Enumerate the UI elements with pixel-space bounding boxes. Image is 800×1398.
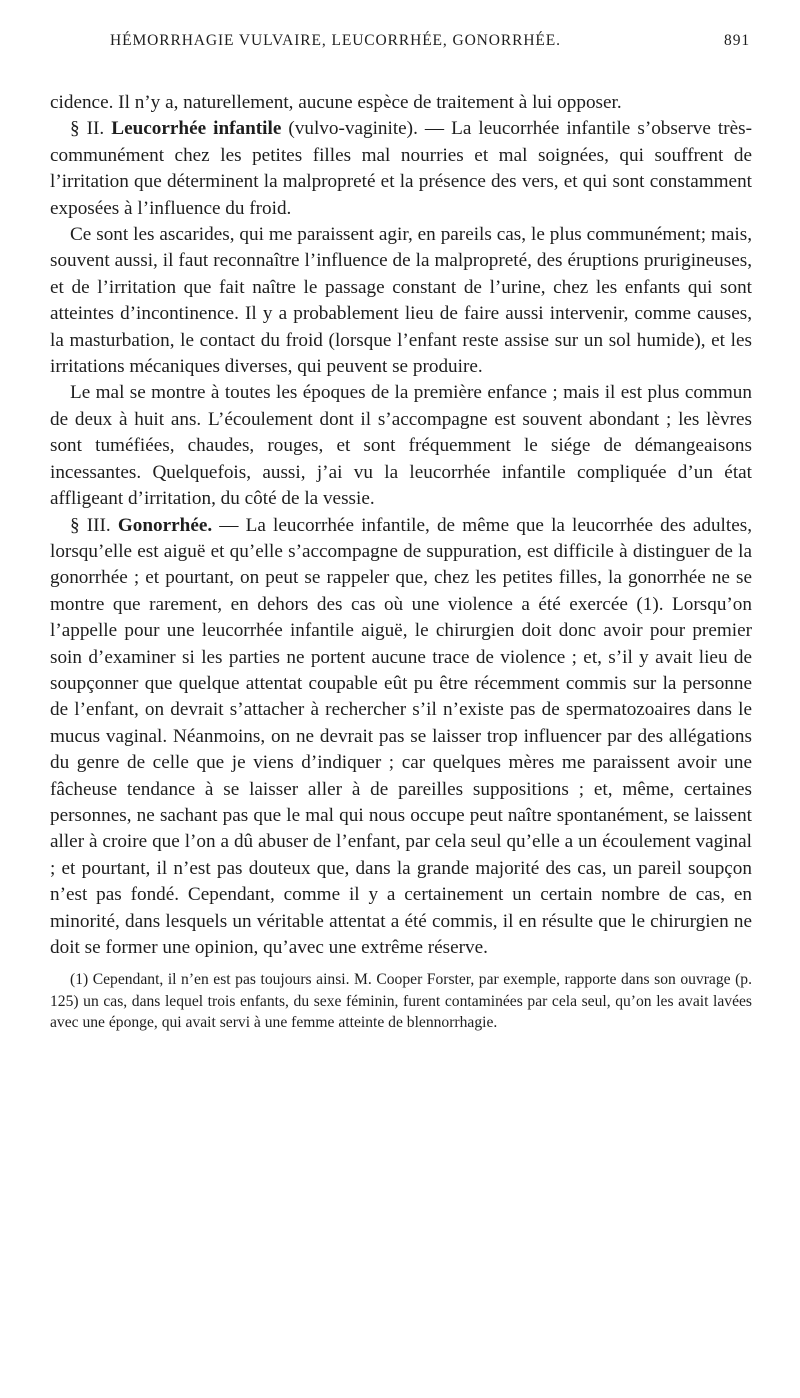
running-header xyxy=(50,32,752,62)
paragraph-symptoms xyxy=(50,380,752,512)
paragraph-section-2 xyxy=(50,116,752,222)
body-text xyxy=(50,90,752,961)
section-heading: Gonorrhée. xyxy=(117,514,213,536)
paragraph-section-3 xyxy=(50,513,752,962)
page xyxy=(0,32,800,1398)
section-number: § III. xyxy=(70,514,111,536)
paragraph-text: Le mal se montre à toutes les époques de la première enfance ; mais il est plus commun de deux à huit ans. L’écoulement dont il s’accompagne est souvent abondant ; les lèvres sont tuméfiées, chaudes, rouges, et sont fréquemment le siége de démangeaisons incessantes. Quelquefois, aussi, j’ai vu la leucorrhée infantile compliquée d’un état affligeant d’irritation, du côté de la vessie. xyxy=(50,382,752,510)
footnote-text: (1) Cependant, il n’en est pas toujours ainsi. M. Cooper Forster, par exemple, rapporte dans son ouvrage (p. 125) un cas, dans lequel trois enfants, du sexe féminin, furent contaminées par cela seul, qu’on les avait lavées avec une éponge, qui avait servi à une femme atteinte de blennorrhagie. xyxy=(50,971,752,1032)
paragraph-text: — La leucorrhée infantile, de même que la leucorrhée des adultes, lorsqu’elle est aiguë et qu’elle s’accompagne de suppuration, est difficile à distinguer de la gonorrhée ; et pourtant, on peut se rappeler que, chez les petites filles, la gonorrhée ne se montre que rarement, en dehors des cas où une violence a été exercée (1). Lorsqu’on l’appelle pour une leucorrhée infantile aiguë, le chirurgien doit donc avoir pour premier soin d’examiner si les parties ne portent aucune trace de violence ; et, s’il y avait lieu de soupçonner que quelque attentat coupable eût pu être récemment commis sur la personne de l’enfant, on devrait s’attacher à rechercher s’il n’existe pas de spermatozoaires dans le mucus vaginal. Néanmoins, on ne devrait pas se laisser trop influencer par des allégations du genre de celle que je viens d’indiquer ; car quelques mères me paraissent avoir une fâcheuse tendance à se laisser aller à de pareilles suppositions ; et, même, certaines personnes, ne sachant pas que le mal qui nous occupe peut naître spontanément, se laissent aller à croire que l’on a dû abuser de l’enfant, par cela seul qu’elle a un écoulement vaginal ; et pourtant, il n’est pas douteux que, dans la grande majorité des cas, un pareil soupçon n’est pas fondé. Cependant, comme il y a certainement un certain nombre de cas, en minorité, dans lesquels un véritable attentat a été commis, il en résulte que le chirurgien ne doit se former une opinion, qu’avec une extrême réserve. xyxy=(50,514,752,958)
section-heading: Leucorrhée infantile xyxy=(111,118,282,140)
section-heading-suffix: (vulvo-vaginite). xyxy=(281,118,418,140)
paragraph-text: Ce sont les ascarides, qui me paraissent agir, en pareils cas, le plus communément; mais, souvent aussi, il faut reconnaître l’influence de la malpropreté, des éruptions prurigineuses, et de l’irritation que fait naître le passage constant de l’urine, chez les enfants qui sont atteintes d’incontinence. Il y a probablement lieu de faire aussi intervenir, comme causes, la masturbation, le contact du froid (lorsque l’enfant reste assise sur un sol humide), et les irritations mécaniques diverses, qui peuvent se produire. xyxy=(50,224,752,378)
footnote xyxy=(50,969,752,1034)
running-title: HÉMORRHAGIE VULVAIRE, LEUCORRHÉE, GONORRHÉE. xyxy=(110,32,561,49)
section-number: § II. xyxy=(70,118,105,140)
page-number: 891 xyxy=(724,32,750,49)
paragraph-continuation xyxy=(50,90,752,116)
paragraph-causes xyxy=(50,222,752,380)
paragraph-text: cidence. Il n’y a, naturellement, aucune espèce de traitement à lui opposer. xyxy=(50,92,622,113)
paragraph-text: — La leucorrhée infantile s’observe très-communément chez les petites filles mal nourries et mal soignées, qui souffrent de l’irritation que déterminent la malpropreté et la présence des vers, et qui sont constamment exposées à l’influence du froid. xyxy=(50,118,753,219)
